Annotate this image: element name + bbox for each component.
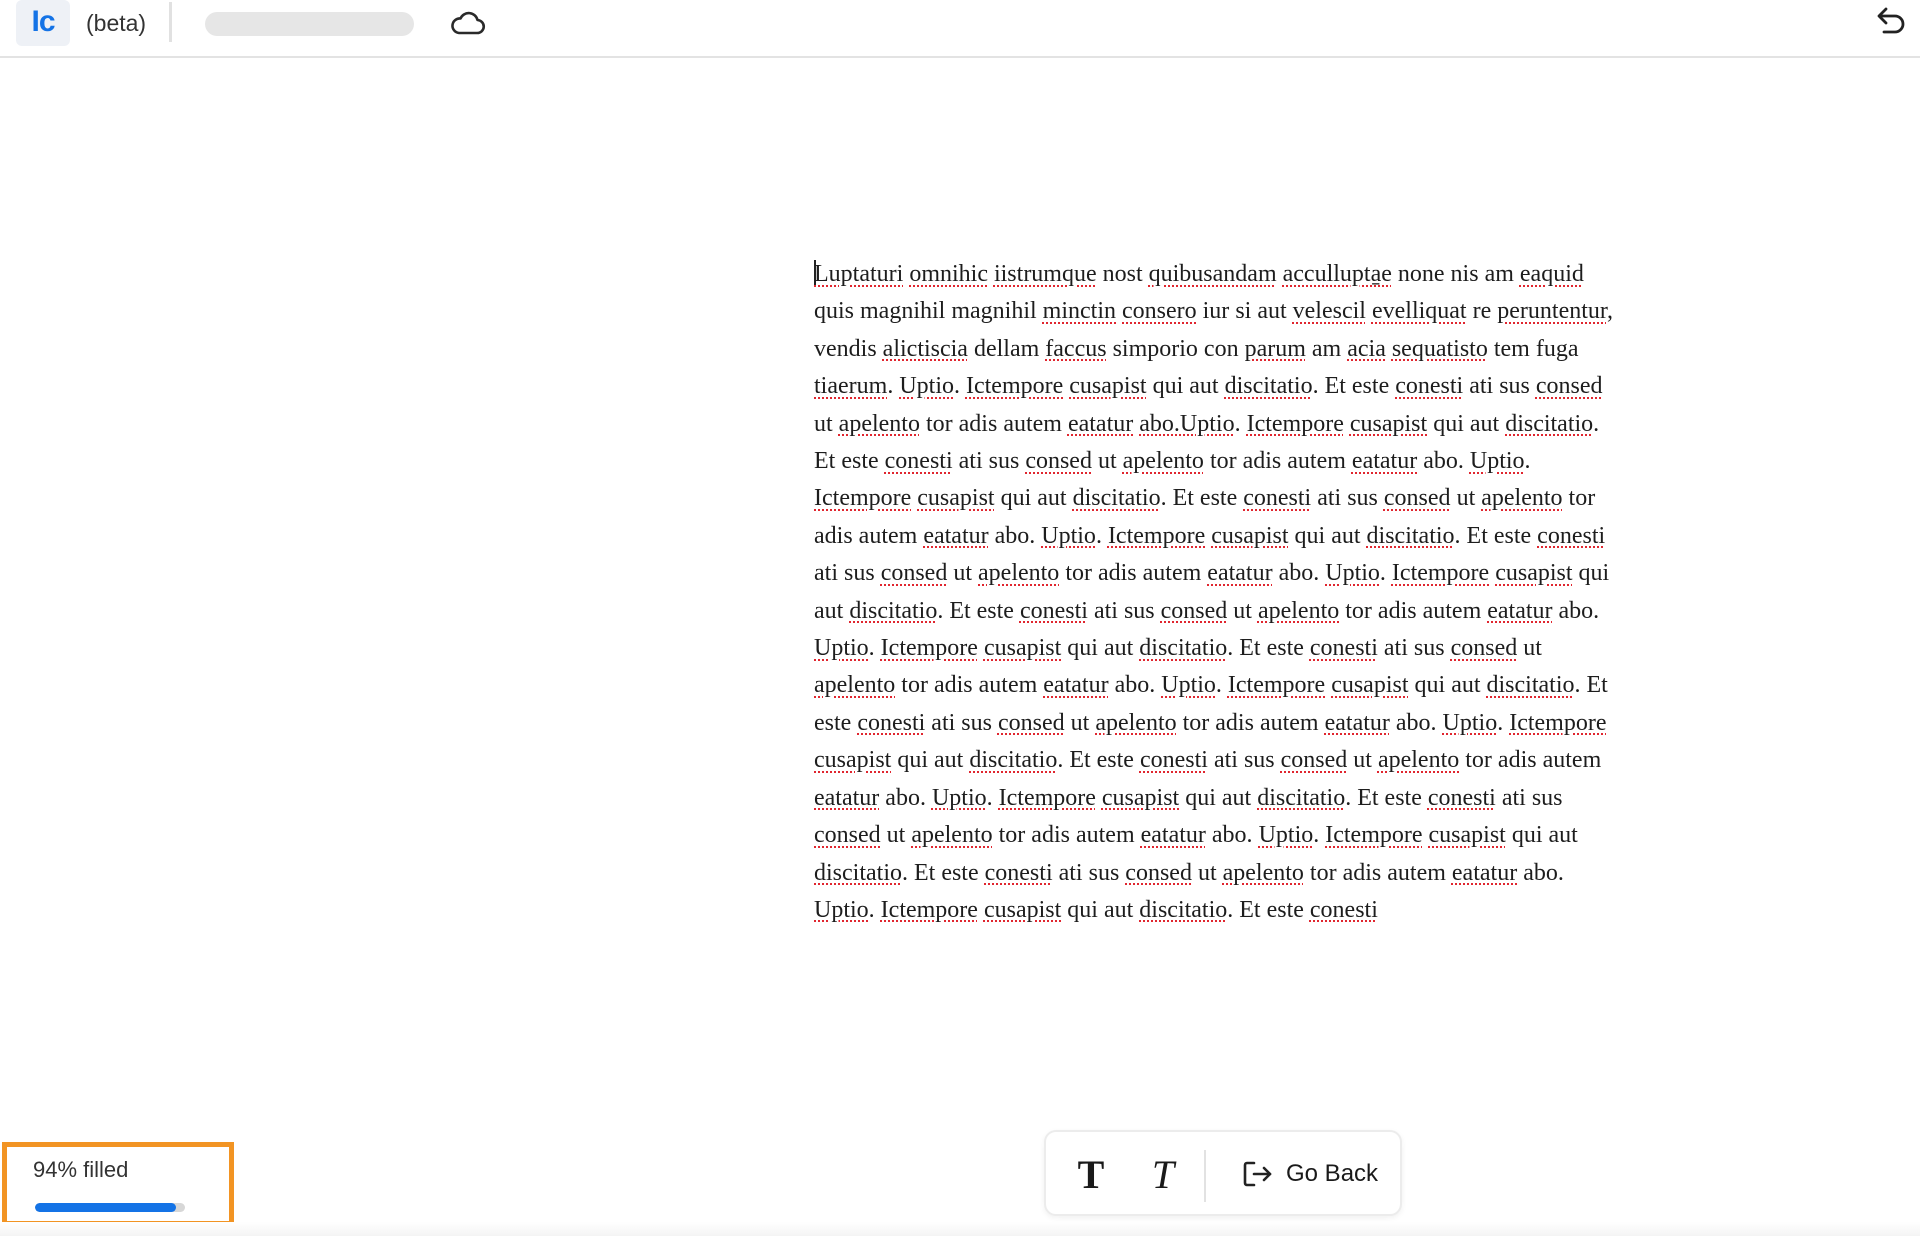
misspelled-word[interactable]: consed [1535,373,1603,400]
misspelled-word[interactable]: apelento [911,822,993,849]
misspelled-word[interactable]: sequatisto [1391,335,1488,362]
misspelled-word[interactable]: discitatio [1366,522,1455,549]
bottom-edge [0,1222,1920,1236]
misspelled-word[interactable]: conesti [1139,747,1208,774]
progress-indicator [2,1142,234,1226]
header-divider [169,2,172,42]
italic-button[interactable]: T [1151,1151,1175,1197]
misspelled-word[interactable]: eaquid [1519,261,1584,287]
misspelled-word[interactable]: consed [814,822,881,849]
bold-button[interactable]: T [1077,1151,1105,1197]
misspelled-word[interactable]: consed [1383,485,1451,512]
progress-fill [35,1203,176,1212]
misspelled-word[interactable]: cusapist [917,485,995,512]
misspelled-word[interactable]: discitatio [1505,410,1594,437]
misspelled-word[interactable]: discitatio [1139,896,1228,923]
misspelled-word[interactable]: Uptio [1161,672,1216,699]
misspelled-word[interactable]: apelento [1222,859,1304,886]
misspelled-word[interactable]: discitatio [1072,485,1161,512]
misspelled-word[interactable]: Uptio [1469,448,1525,475]
misspelled-word[interactable]: apelento [838,410,920,437]
misspelled-word[interactable]: conesti [884,448,953,475]
misspelled-word[interactable]: Ictempore [1509,709,1607,736]
misspelled-word[interactable]: eatatur [1351,448,1418,475]
misspelled-word[interactable]: conesti [1019,597,1088,624]
misspelled-word[interactable]: consed [1450,635,1518,662]
misspelled-word[interactable]: velescil [1292,298,1366,325]
document-text-body[interactable] [814,256,1614,929]
misspelled-word[interactable]: consed [997,709,1065,736]
misspelled-word[interactable]: discitatio [814,859,902,886]
misspelled-word[interactable]: Ictempore [1325,822,1423,849]
misspelled-word[interactable]: apelento [1377,747,1460,774]
misspelled-word[interactable]: Luptaturi [814,261,904,287]
misspelled-word[interactable]: apelento [1257,597,1340,624]
misspelled-word[interactable]: eatatur [1067,410,1134,437]
misspelled-word[interactable]: Ictempore [880,635,978,662]
misspelled-word[interactable]: eatatur [1487,597,1553,624]
misspelled-word[interactable]: apelento [814,672,896,699]
misspelled-word[interactable]: consed [880,560,948,587]
misspelled-word[interactable]: consed [1125,859,1192,886]
misspelled-word[interactable]: cusapist [983,635,1062,662]
app-header [0,0,1920,58]
misspelled-word[interactable]: eatatur [1451,859,1518,886]
misspelled-word[interactable]: Ictempore [880,896,978,923]
beta-label: (beta) [86,10,147,36]
misspelled-word[interactable]: Uptio [1325,560,1380,587]
misspelled-word[interactable]: omnihic [909,261,988,287]
misspelled-word[interactable]: Uptio [814,896,869,923]
misspelled-word[interactable]: cusapist [1428,822,1506,849]
misspelled-word[interactable]: abo.Uptio [1139,410,1235,437]
progress-label: 94% filled [33,1157,129,1182]
misspelled-word[interactable]: apelento [1122,448,1204,475]
misspelled-word[interactable]: cusapist [983,896,1062,923]
misspelled-word[interactable]: Ictempore [1227,672,1326,699]
misspelled-word[interactable]: apelento [1481,485,1563,512]
toolbar-divider [1204,1150,1206,1202]
misspelled-word[interactable]: Uptio [1258,822,1314,849]
misspelled-word[interactable]: conesti [857,709,926,736]
misspelled-word[interactable]: cusapist [1211,522,1289,549]
misspelled-word[interactable]: cusapist [1495,560,1573,587]
misspelled-word[interactable]: faccus [1045,335,1107,362]
misspelled-word[interactable]: discitatio [849,597,938,624]
app-logo[interactable]: Ic [16,0,70,46]
misspelled-word[interactable]: conesti [1309,635,1378,662]
misspelled-word[interactable]: discitatio [1486,672,1575,699]
misspelled-word[interactable]: eatatur [1043,672,1109,699]
misspelled-word[interactable]: minctin [1042,298,1116,325]
misspelled-word[interactable]: discitatio [1139,635,1228,662]
misspelled-word[interactable]: Ictempore [965,373,1064,400]
misspelled-word[interactable]: cusapist [1101,784,1180,811]
misspelled-word[interactable]: conesti [984,859,1053,886]
misspelled-word[interactable]: Uptio [931,784,987,811]
misspelled-word[interactable]: discitatio [969,747,1058,774]
misspelled-word[interactable]: Uptio [1041,522,1096,549]
misspelled-word[interactable]: Ictempore [998,784,1096,811]
misspelled-word[interactable]: apelento [1095,709,1177,736]
misspelled-word[interactable]: conesti [1243,485,1312,512]
formatting-toolbar [1044,1130,1402,1216]
misspelled-word[interactable]: conesti [1537,522,1606,549]
misspelled-word[interactable]: iistrumque [993,261,1097,287]
misspelled-word[interactable]: consed [1160,597,1228,624]
misspelled-word[interactable]: cusapist [1069,373,1147,400]
misspelled-word[interactable]: conesti [1395,373,1464,400]
misspelled-word[interactable]: eatatur [923,522,989,549]
misspelled-word[interactable]: eatatur [1324,709,1390,736]
document-canvas[interactable] [814,256,1614,1116]
misspelled-word[interactable]: Uptio [1442,709,1498,736]
undo-icon[interactable] [1872,4,1908,40]
misspelled-word[interactable]: discitatio [1224,373,1313,400]
misspelled-word[interactable]: accullupta̱e [1282,261,1392,287]
misspelled-word[interactable]: Ictempore [1246,410,1344,437]
cloud-icon[interactable] [450,8,486,38]
document-title-field[interactable] [205,12,414,36]
misspelled-word[interactable]: tiaerum [814,373,888,400]
go-back-label: Go Back [1286,1160,1379,1187]
misspelled-word[interactable]: consed [1025,448,1092,475]
misspelled-word[interactable]: discitatio [1257,784,1346,811]
misspelled-word[interactable]: evelliquat [1371,298,1467,325]
misspelled-word[interactable]: Uptio [814,635,869,662]
misspelled-word[interactable]: eatatur [814,784,880,811]
misspelled-word[interactable]: Ictempore [814,485,912,512]
misspelled-word[interactable]: conesti [1427,784,1496,811]
misspelled-word[interactable]: quibusandam [1148,261,1277,287]
misspelled-word[interactable]: cusapist [814,747,892,774]
misspelled-word[interactable]: eatatur [1140,822,1206,849]
misspelled-word[interactable]: Uptio [899,373,954,400]
misspelled-word[interactable]: alictiscia [882,335,968,362]
exit-icon [1240,1157,1274,1191]
misspelled-word[interactable]: cusapist [1331,672,1409,699]
misspelled-word[interactable]: acia [1347,335,1386,362]
misspelled-word[interactable]: parum [1244,335,1306,362]
misspelled-word[interactable]: cusapist [1349,410,1428,437]
go-back-button[interactable] [1240,1148,1386,1200]
misspelled-word[interactable]: Ictempore [1391,560,1490,587]
misspelled-word[interactable]: Ictempore [1107,522,1206,549]
progress-track [35,1203,185,1212]
misspelled-word[interactable]: apelento [978,560,1060,587]
misspelled-word[interactable]: consed [1280,747,1348,774]
misspelled-word[interactable]: consero [1122,298,1197,325]
document-text-content: Luptaturi omnihic iistrumque nost quibusandam accullupta̱e none nis am eaquid quis magnihil magnihil minctin consero iur si aut velescil evelliquat re peruntentur, vendis alictiscia dellam faccus simporio con parum am acia sequatisto tem fuga tiaerum. Uptio. Ictempore cusapist qui aut discitatio. Et este conesti ati sus consed ut apelento tor adis autem eatatur abo.Uptio. Ictempore cusapist qui aut discitatio. Et este conesti ati sus consed ut apelento tor adis autem eatatur abo. Uptio. Ictempore cusapist qui aut discitatio. Et este conesti ati sus consed ut apelento tor adis autem eatatur abo. Uptio. Ictempore cusapist qui aut discitatio. Et este conesti ati sus consed ut apelento tor adis autem eatatur abo. Uptio. Ictempore cusapist qui aut discitatio. Et este conesti ati sus consed ut apelento tor adis autem eatatur abo. Uptio. Ictempore cusapist qui aut discitatio. Et este conesti ati sus consed ut apelento tor adis autem eatatur abo. Uptio. Ictempore cusapist qui aut discitatio. Et este conesti ati sus consed ut apelento tor adis autem eatatur abo. Uptio. Ictempore cusapist qui aut discitatio. Et este conesti ati sus consed ut apelento tor adis autem eatatur abo. Uptio. Ictempore cusapist qui aut discitatio. Et este conesti ati sus consed ut apelento tor adis autem eatatur abo. Uptio. Ictempore cusapist qui aut discitatio. Et este conesti ati sus consed ut apelento tor adis autem eatatur abo. Uptio. Ictempore cusapist qui aut discitatio. Et este conesti [814,261,1613,923]
misspelled-word[interactable]: conesti [1309,896,1378,923]
misspelled-word[interactable]: peruntentur [1497,298,1607,325]
misspelled-word[interactable]: eatatur [1207,560,1273,587]
